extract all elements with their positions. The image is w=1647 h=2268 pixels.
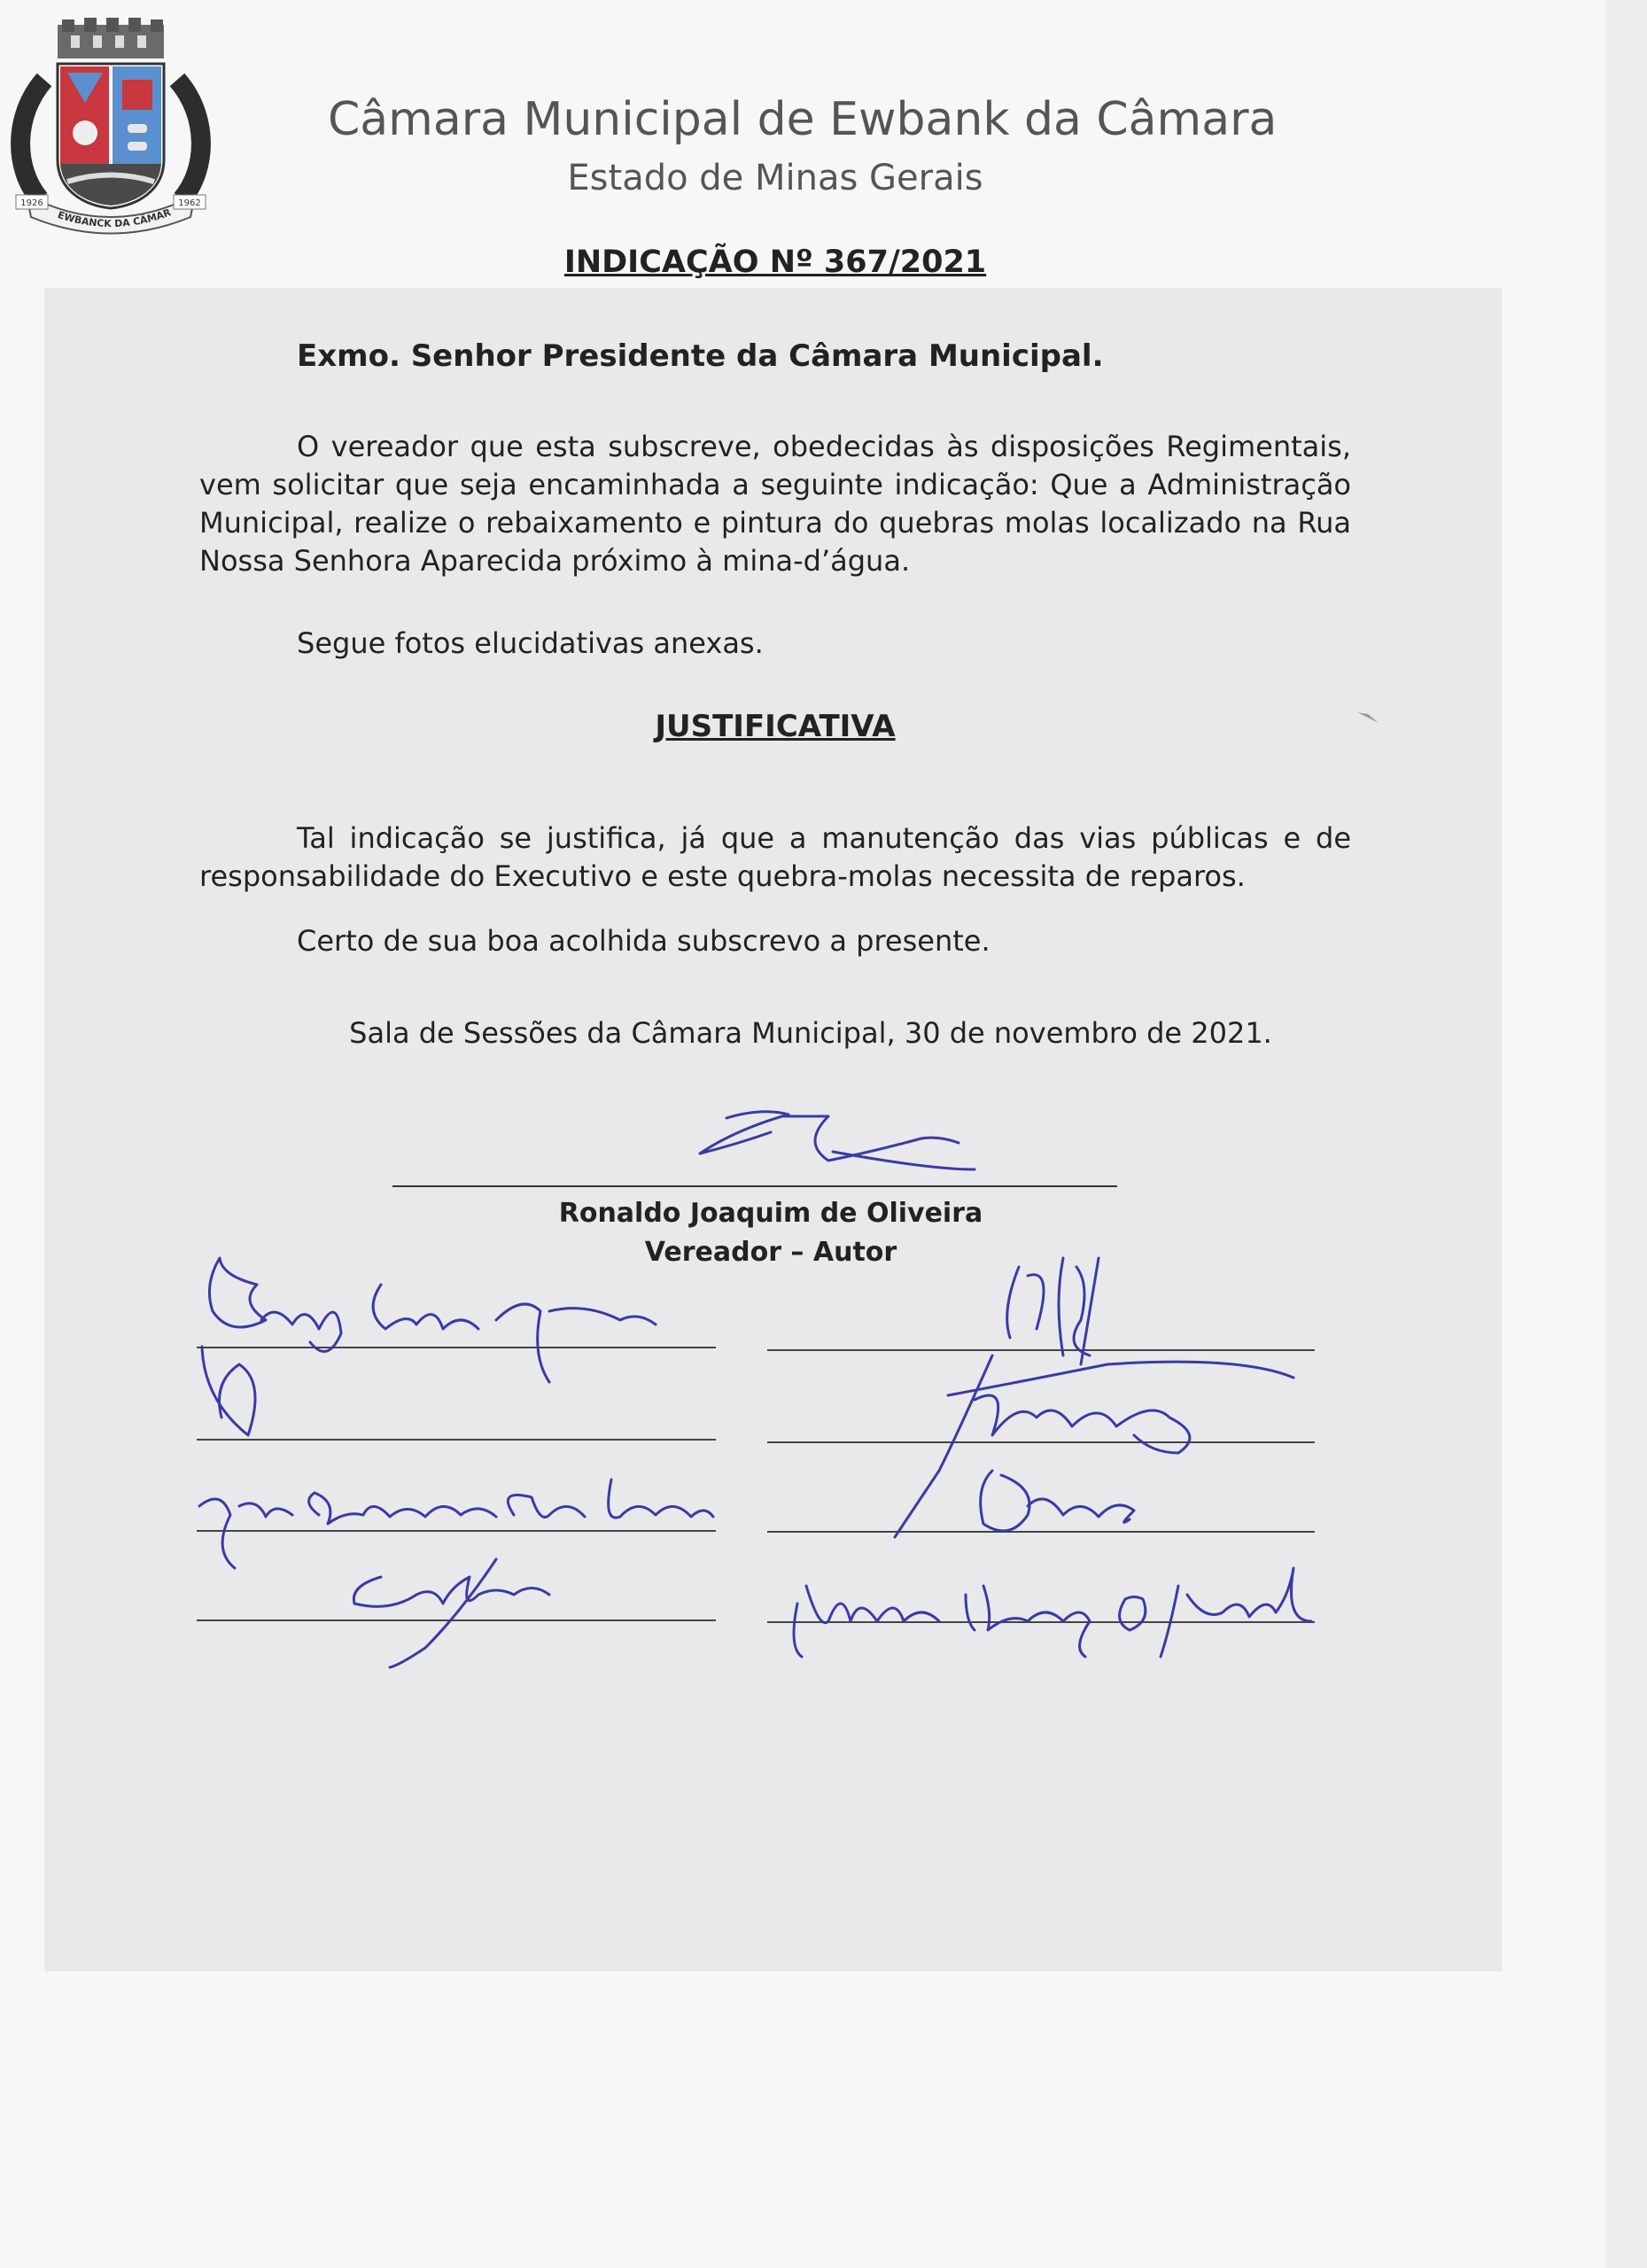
svg-text:1926: 1926 <box>20 198 43 208</box>
svg-text:1962: 1962 <box>178 198 201 208</box>
author-signature-line <box>392 1185 1117 1187</box>
svg-text:EWBANCK DA CÂMARA: EWBANCK DA CÂMAR <box>56 206 173 230</box>
author-name: Ronaldo Joaquim de Oliveira <box>558 1198 983 1229</box>
photos-note: Segue fotos elucidativas anexas. <box>297 626 764 660</box>
document-title: INDICAÇÃO Nº 367/2021 <box>563 245 987 280</box>
cosigner-line-right-1 <box>767 1349 1315 1351</box>
cosigner-line-left-3 <box>197 1530 716 1532</box>
scan-edge <box>1605 0 1647 2268</box>
cosigner-line-right-4 <box>767 1621 1315 1623</box>
cosigner-line-left-1 <box>197 1347 716 1348</box>
municipal-coat-of-arms-icon <box>9 18 213 235</box>
scan-artifact <box>1356 709 1382 726</box>
cosigner-line-left-2 <box>197 1439 716 1441</box>
closing-line: Certo de sua boa acolhida subscrevo a presente. <box>297 924 991 958</box>
cosigner-line-left-4 <box>197 1619 716 1621</box>
cosigner-line-right-2 <box>767 1441 1315 1443</box>
place-and-date: Sala de Sessões da Câmara Municipal, 30 de novembro de 2021. <box>349 1016 1272 1050</box>
justification-heading: JUSTIFICATIVA <box>655 709 896 744</box>
institution-title: Câmara Municipal de Ewbank da Câmara <box>328 93 1278 146</box>
cosigner-line-right-3 <box>767 1531 1315 1533</box>
institution-subtitle: Estado de Minas Gerais <box>567 158 983 198</box>
justification-paragraph: Tal indicação se justifica, já que a manutenção das vias públicas e de responsabilidade do Executivo e este quebra-molas necessita de reparos. <box>199 821 1351 893</box>
author-role: Vereador – Autor <box>644 1237 897 1268</box>
request-paragraph: O vereador que esta subscreve, obedecidas às disposições Regimentais, vem solicitar que seja encaminhada a seguinte indicação: Que a Administração Municipal, realize o rebaixamento e pintura do quebras molas localizado na Rua Nossa Senhora Aparecida próximo à mina-d’água. <box>199 430 1351 578</box>
greeting: Exmo. Senhor Presidente da Câmara Municipal. <box>297 338 1104 374</box>
